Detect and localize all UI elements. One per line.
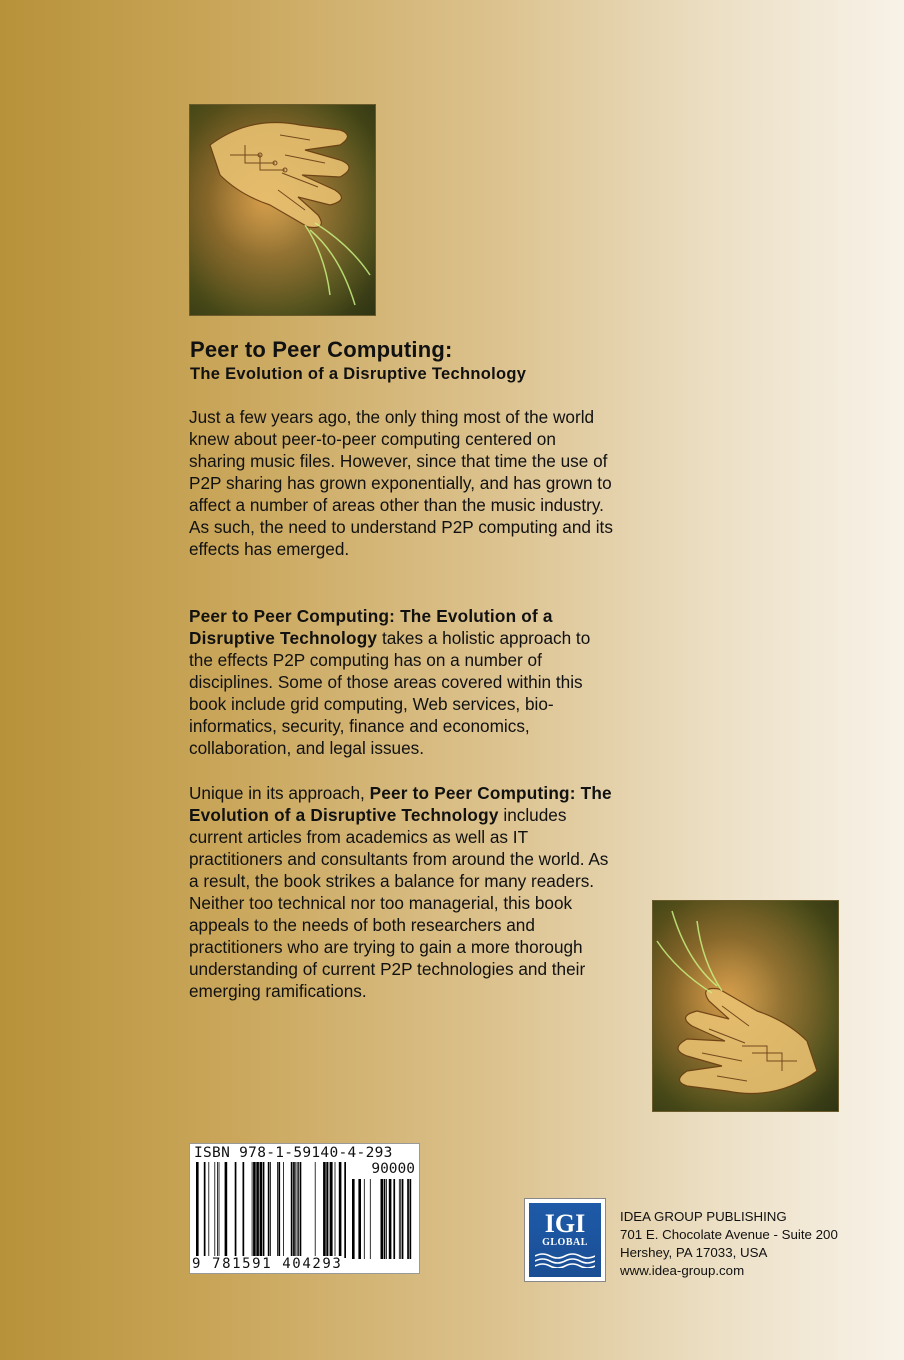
price-code: 90000	[371, 1161, 415, 1177]
book-subtitle: The Evolution of a Disruptive Technology	[190, 365, 527, 383]
publisher-info	[620, 1208, 838, 1280]
paragraph-3-text	[189, 782, 617, 1002]
publisher-street: 701 E. Chocolate Avenue - Suite 200	[620, 1227, 838, 1242]
description-paragraph-2	[189, 605, 617, 759]
paragraph-2-bold-title: Peer to Peer Computing: The Evolution of a Disruptive Technology	[189, 606, 553, 648]
ean-number: 9 781591 404293	[192, 1256, 343, 1272]
publisher-web: www.idea-group.com	[620, 1263, 745, 1278]
publisher-city: Hershey, PA 17033, USA	[620, 1245, 768, 1260]
logo-waves-icon	[535, 1252, 595, 1268]
paragraph-3-bold-title: Peer to Peer Computing: The Evolution of a Disruptive Technology	[189, 783, 612, 825]
paragraph-2-rest: takes a holistic approach to the effects P2P computing has on a number of disciplines. Some of those areas covered within this book include grid computing, Web services, bio-informatics, security, finance and economics, collaboration, and legal issues.	[189, 628, 591, 758]
barcode-bars	[196, 1162, 346, 1258]
paragraph-1-text: Just a few years ago, the only thing most of the world knew about peer-to-peer computing centered on sharing music files. However, since that time the use of P2P sharing has grown exponentially, and has grown to affect a number of areas other than the music industry. As such, the need to understand P2P computing and its effects has emerged.	[189, 407, 613, 559]
igi-global-logo-icon	[524, 1198, 606, 1282]
paragraph-3-lead: Unique in its approach,	[189, 783, 370, 803]
logo-global-text: GLOBAL	[542, 1237, 588, 1248]
cover-art-top	[189, 104, 376, 316]
circuit-hand-icon	[190, 105, 375, 315]
publisher-name: IDEA GROUP PUBLISHING	[620, 1209, 787, 1224]
paragraph-2-text	[189, 605, 617, 759]
book-title: Peer to Peer Computing:	[190, 337, 453, 362]
description-paragraph-3	[189, 782, 617, 1002]
paragraph-3-rest: includes current articles from academics as well as IT practitioners and consultants from around the world. As a result, the book strikes a balance for many readers. Neither too technical nor too managerial, this book appeals to the needs of both researchers and practitioners who are trying to gain a more thorough understanding of current P2P technologies and their emerging ramifications.	[189, 805, 609, 1001]
barcode-addon-bars	[352, 1179, 414, 1259]
circuit-hand-icon	[653, 901, 838, 1111]
isbn-number: ISBN 978-1-59140-4-293	[194, 1145, 393, 1161]
cover-art-bottom	[652, 900, 839, 1112]
description-paragraph-1	[189, 406, 617, 560]
logo-igi-text: IGI	[544, 1209, 586, 1238]
title-block	[190, 337, 630, 385]
logo-badge	[529, 1203, 601, 1277]
isbn-barcode	[189, 1143, 420, 1274]
